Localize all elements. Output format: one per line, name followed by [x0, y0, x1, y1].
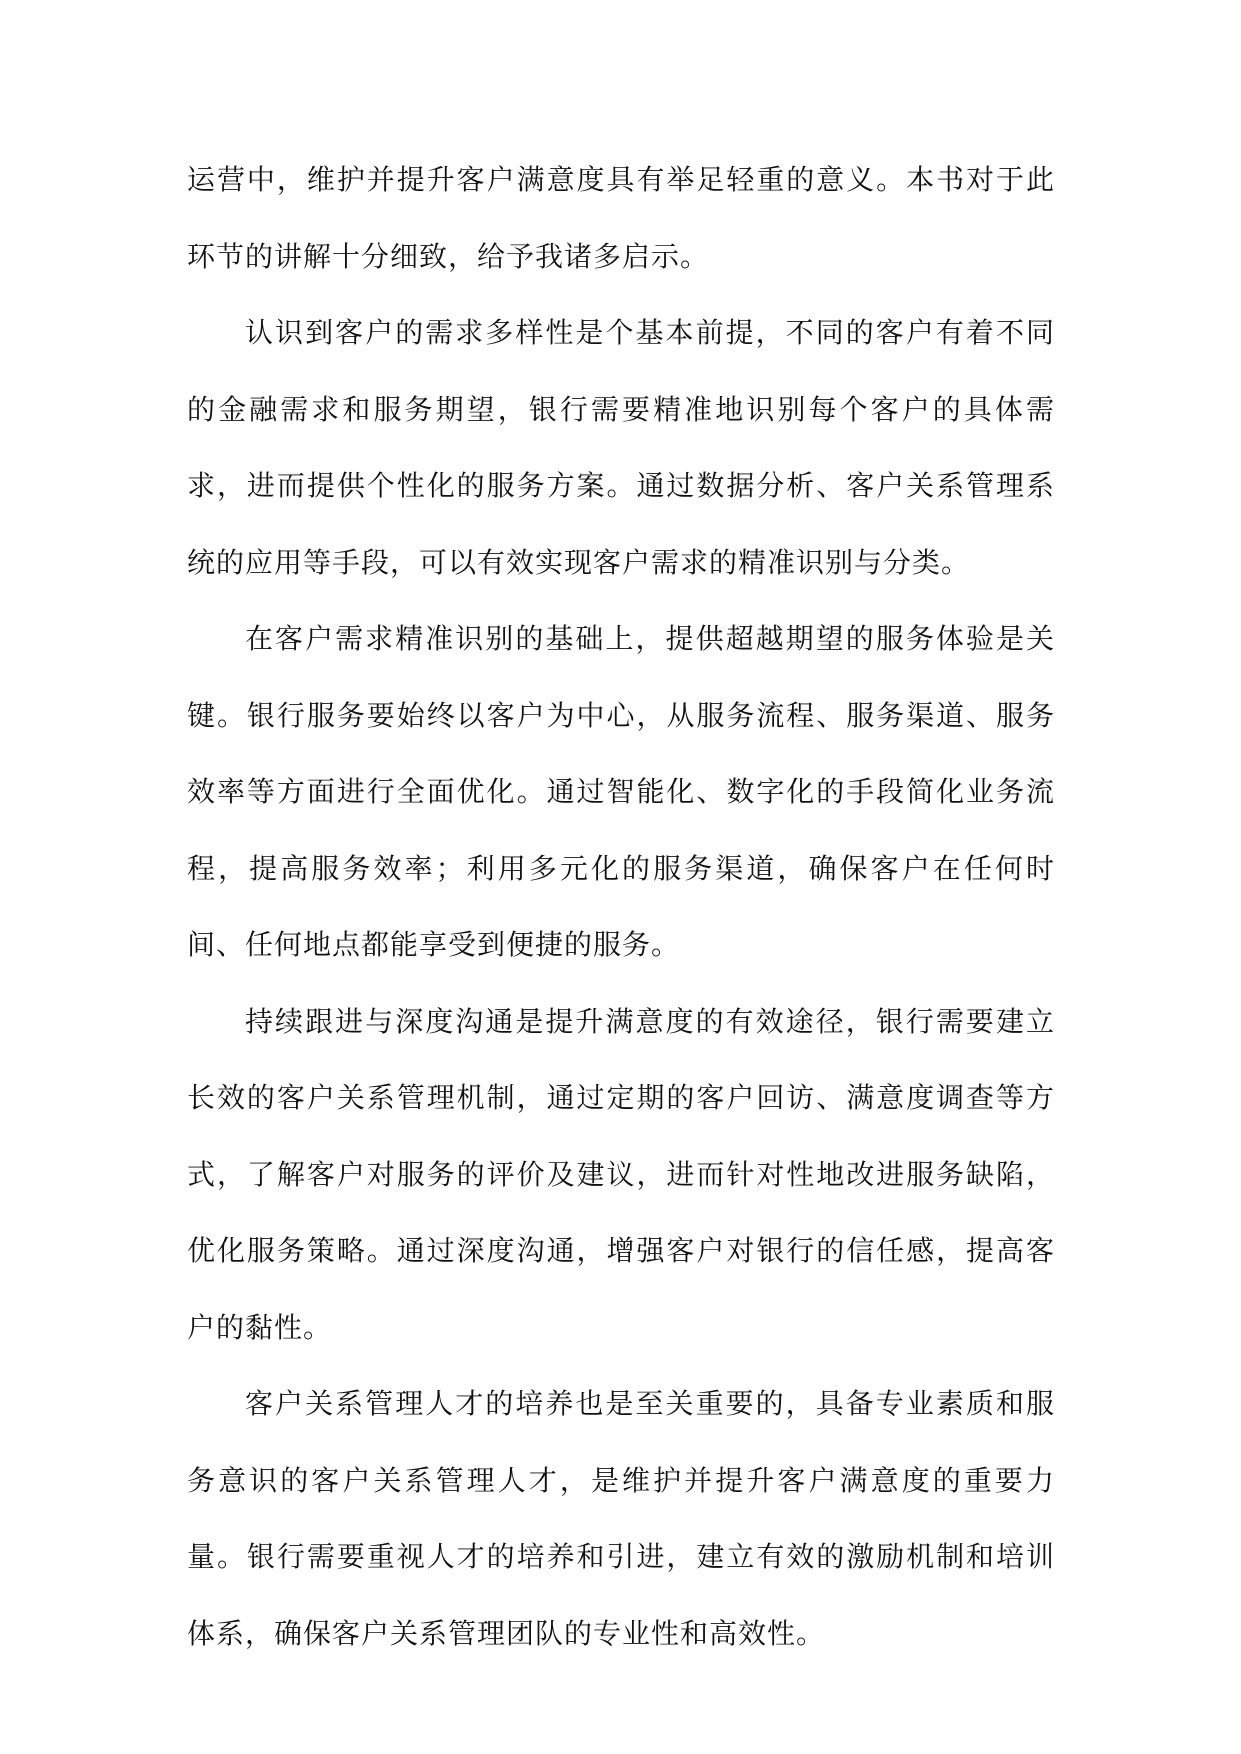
paragraph-service-experience: 在客户需求精准识别的基础上，提供超越期望的服务体验是关键。银行服务要始终以客户为中心，从服务流程、服务渠道、服务效率等方面进行全面优化。通过智能化、数字化的手段简化业务流程，提高服务效率；利用多元化的服务渠道，确保客户在任何时间、任何地点都能享受到便捷的服务。: [187, 622, 1055, 961]
paragraph-follow-up-communication: 持续跟进与深度沟通是提升满意度的有效途径，银行需要建立长效的客户关系管理机制，通过定期的客户回访、满意度调查等方式，了解客户对服务的评价及建议，进而针对性地改进服务缺陷，优化服务策略。通过深度沟通，增强客户对银行的信任感，提高客户的黏性。: [187, 1004, 1055, 1344]
paragraph-continuation: 运营中，维护并提升客户满意度具有举足轻重的意义。本书对于此环节的讲解十分细致，给予我诸多启示。: [187, 163, 1055, 273]
paragraph-customer-needs: 认识到客户的需求多样性是个基本前提，不同的客户有着不同的金融需求和服务期望，银行需要精准地识别每个客户的具体需求，进而提供个性化的服务方案。通过数据分析、客户关系管理系统的应用等手段，可以有效实现客户需求的精准识别与分类。: [187, 316, 1055, 579]
paragraph-talent-cultivation: 客户关系管理人才的培养也是至关重要的，具备专业素质和服务意识的客户关系管理人才，是维护并提升客户满意度的重要力量。银行需要重视人才的培养和引进，建立有效的激励机制和培训体系，确保客户关系管理团队的专业性和高效性。: [187, 1387, 1055, 1650]
document-body: [187, 142, 1055, 1672]
